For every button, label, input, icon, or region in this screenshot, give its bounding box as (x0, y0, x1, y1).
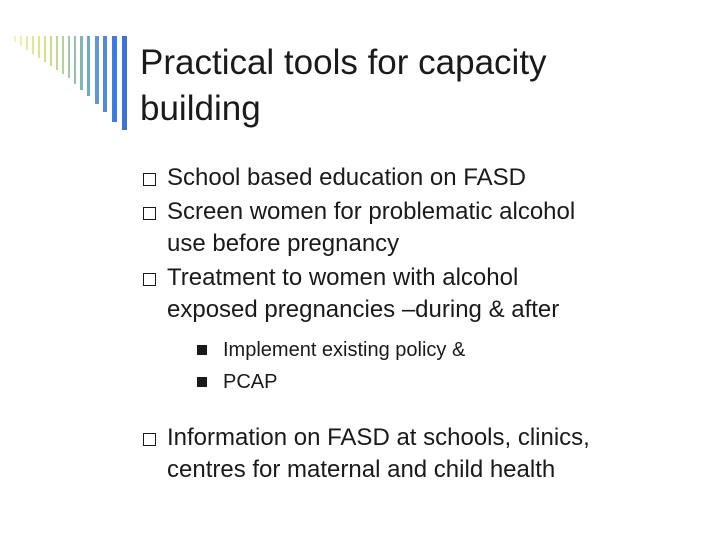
hollow-square-bullet-icon (143, 273, 156, 286)
title-line-2: building (140, 89, 261, 128)
filled-square-bullet-icon (197, 345, 207, 355)
bullet-item-treatment (140, 262, 710, 326)
bullet-text: Screen women for problematic alcohol (167, 198, 576, 225)
filled-square-bullet-icon (197, 377, 207, 387)
bullet-text: Treatment to women with alcohol (167, 264, 519, 291)
sub-bullet-text: PCAP (223, 371, 278, 393)
hollow-square-bullet-icon (143, 207, 156, 220)
sub-bullet-item (196, 334, 710, 366)
sub-bullet-item (196, 366, 710, 398)
bullet-item-information (140, 422, 710, 486)
sub-bullet-text: Implement existing policy & (223, 339, 466, 361)
hollow-square-bullet-icon (143, 173, 156, 186)
bullet-text: use before pregnancy (167, 230, 400, 257)
bullet-text: School based education on FASD (167, 164, 526, 191)
bullet-text: centres for maternal and child health (167, 456, 556, 483)
bullet-list (140, 162, 710, 488)
bullet-item-school-education (140, 162, 710, 194)
bullet-text: Information on FASD at schools, clinics, (167, 424, 590, 451)
bullet-text: exposed pregnancies –during & after (167, 296, 560, 323)
hollow-square-bullet-icon (143, 433, 156, 446)
bullet-item-screen-women (140, 196, 710, 260)
slide-title (140, 40, 700, 132)
sub-bullet-list (196, 334, 710, 398)
stripe-group (14, 36, 127, 130)
title-line-1: Practical tools for capacity (140, 43, 547, 82)
